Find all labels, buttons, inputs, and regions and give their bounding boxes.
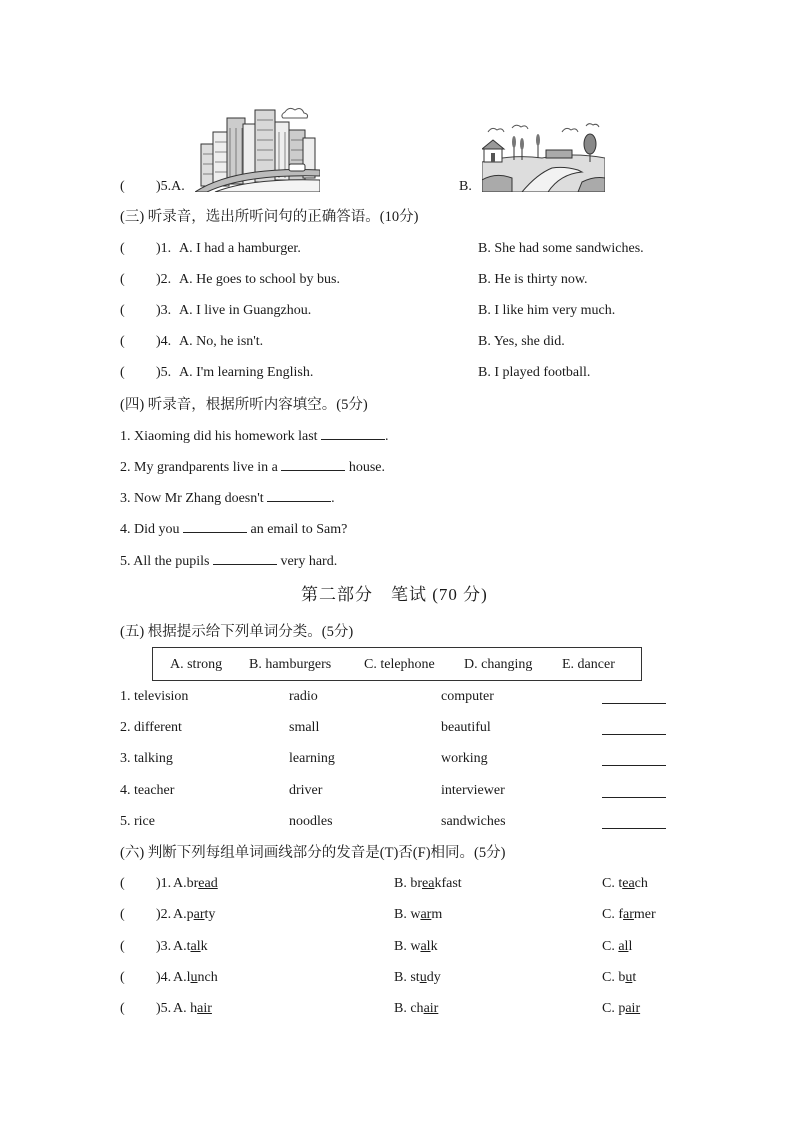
s6-item-num: )3. — [156, 939, 172, 954]
word-cell: working — [441, 751, 488, 766]
phonics-word-a: A.bread — [173, 876, 218, 891]
fill-blank-sentence — [120, 489, 335, 508]
s3-option-a: A. He goes to school by bus. — [179, 272, 340, 287]
s3-option-a: A. I live in Guangzhou. — [179, 303, 312, 318]
s3-item-num: )2. — [156, 272, 172, 287]
section3-heading: (三) 听录音，选出所听问句的正确答语。(10分) — [120, 209, 419, 225]
blank-field[interactable] — [213, 552, 277, 565]
answer-blank[interactable] — [602, 765, 666, 766]
s3-option-a: A. No, he isn't. — [179, 334, 264, 349]
part2-title: 第二部分 笔试 (70 分) — [301, 585, 488, 604]
word-cell: 5. rice — [120, 814, 155, 829]
answer-paren[interactable]: ( — [120, 241, 153, 256]
phonics-word-c: C. teach — [602, 876, 648, 891]
sentence-end: . — [331, 491, 335, 506]
blank-field[interactable] — [267, 489, 331, 502]
sentence-end: very hard. — [276, 554, 338, 569]
word-cell: learning — [289, 751, 335, 766]
answer-blank[interactable] — [602, 828, 666, 829]
phonics-word-c: C. pair — [602, 1001, 641, 1016]
sentence-start: 3. Now Mr Zhang doesn't — [120, 491, 268, 506]
word-option: C. telephone — [364, 657, 435, 672]
s3-option-b: B. I played football. — [478, 365, 591, 380]
countryside-image — [482, 122, 605, 192]
phonics-word-c: C. but — [602, 970, 637, 985]
answer-blank[interactable] — [602, 703, 666, 704]
sentence-start: 5. All the pupils — [120, 554, 213, 569]
sentence-start: 4. Did you — [120, 522, 183, 537]
answer-paren[interactable]: ( — [120, 970, 153, 985]
word-cell: beautiful — [441, 720, 491, 735]
section4-heading: (四) 听录音，根据所听内容填空。(5分) — [120, 397, 368, 413]
answer-paren[interactable]: ( — [120, 365, 153, 380]
phonics-word-b: B. warm — [394, 907, 443, 922]
word-option: E. dancer — [562, 657, 615, 672]
answer-paren[interactable]: ( — [120, 303, 153, 318]
word-option: D. changing — [464, 657, 533, 672]
answer-paren[interactable]: ( — [120, 272, 153, 287]
section6-heading: (六) 判断下列每组单词画线部分的发音是(T)否(F)相同。(5分) — [120, 845, 506, 861]
phonics-word-c: C. all — [602, 939, 633, 954]
sentence-start: 2. My grandparents live in a — [120, 460, 282, 475]
word-cell: computer — [441, 689, 494, 704]
phonics-word-b: B. walk — [394, 939, 438, 954]
answer-paren[interactable]: ( — [120, 179, 153, 194]
s3-option-b: B. Yes, she did. — [478, 334, 565, 349]
s3-option-b: B. He is thirty now. — [478, 272, 588, 287]
word-cell: small — [289, 720, 320, 735]
fill-blank-sentence — [120, 552, 337, 571]
phonics-word-a: A.lunch — [173, 970, 218, 985]
phonics-word-b: B. study — [394, 970, 441, 985]
s3-option-b: B. I like him very much. — [478, 303, 616, 318]
s3-item-num: )3. — [156, 303, 172, 318]
word-cell: 3. talking — [120, 751, 173, 766]
fill-blank-sentence — [120, 427, 389, 446]
word-cell: interviewer — [441, 783, 505, 798]
section5-heading: (五) 根据提示给下列单词分类。(5分) — [120, 624, 354, 640]
word-cell: driver — [289, 783, 323, 798]
q5-label-b: B. — [459, 179, 472, 194]
s3-option-a: A. I'm learning English. — [179, 365, 314, 380]
s3-option-a: A. I had a hamburger. — [179, 241, 301, 256]
answer-paren[interactable]: ( — [120, 939, 153, 954]
phonics-word-c: C. farmer — [602, 907, 656, 922]
s3-item-num: )5. — [156, 365, 172, 380]
answer-paren[interactable]: ( — [120, 876, 153, 891]
sentence-end: . — [385, 429, 389, 444]
s6-item-num: )5. — [156, 1001, 172, 1016]
s6-item-num: )1. — [156, 876, 172, 891]
city-street-image — [195, 104, 320, 192]
answer-paren[interactable]: ( — [120, 1001, 153, 1016]
word-cell: noodles — [289, 814, 333, 829]
s3-item-num: )1. — [156, 241, 172, 256]
answer-paren[interactable]: ( — [120, 907, 153, 922]
phonics-word-a: A.talk — [173, 939, 208, 954]
answer-blank[interactable] — [602, 797, 666, 798]
word-cell: sandwiches — [441, 814, 506, 829]
answer-blank[interactable] — [602, 734, 666, 735]
word-cell: 2. different — [120, 720, 182, 735]
word-option: B. hamburgers — [249, 657, 332, 672]
fill-blank-sentence — [120, 520, 347, 539]
blank-field[interactable] — [321, 427, 385, 440]
blank-field[interactable] — [183, 520, 247, 533]
phonics-word-a: A.party — [173, 907, 216, 922]
sentence-end: an email to Sam? — [247, 522, 348, 537]
fill-blank-sentence — [120, 458, 385, 477]
word-cell: 4. teacher — [120, 783, 175, 798]
q5-label-a: )5.A. — [156, 179, 185, 194]
sentence-end: house. — [345, 460, 386, 475]
blank-field[interactable] — [281, 458, 345, 471]
word-cell: radio — [289, 689, 318, 704]
s6-item-num: )2. — [156, 907, 172, 922]
s3-option-b: B. She had some sandwiches. — [478, 241, 644, 256]
sentence-start: 1. Xiaoming did his homework last — [120, 429, 322, 444]
word-cell: 1. television — [120, 689, 189, 704]
word-option: A. strong — [170, 657, 223, 672]
phonics-word-b: B. breakfast — [394, 876, 462, 891]
phonics-word-b: B. chair — [394, 1001, 439, 1016]
s6-item-num: )4. — [156, 970, 172, 985]
s3-item-num: )4. — [156, 334, 172, 349]
phonics-word-a: A. hair — [173, 1001, 212, 1016]
answer-paren[interactable]: ( — [120, 334, 153, 349]
